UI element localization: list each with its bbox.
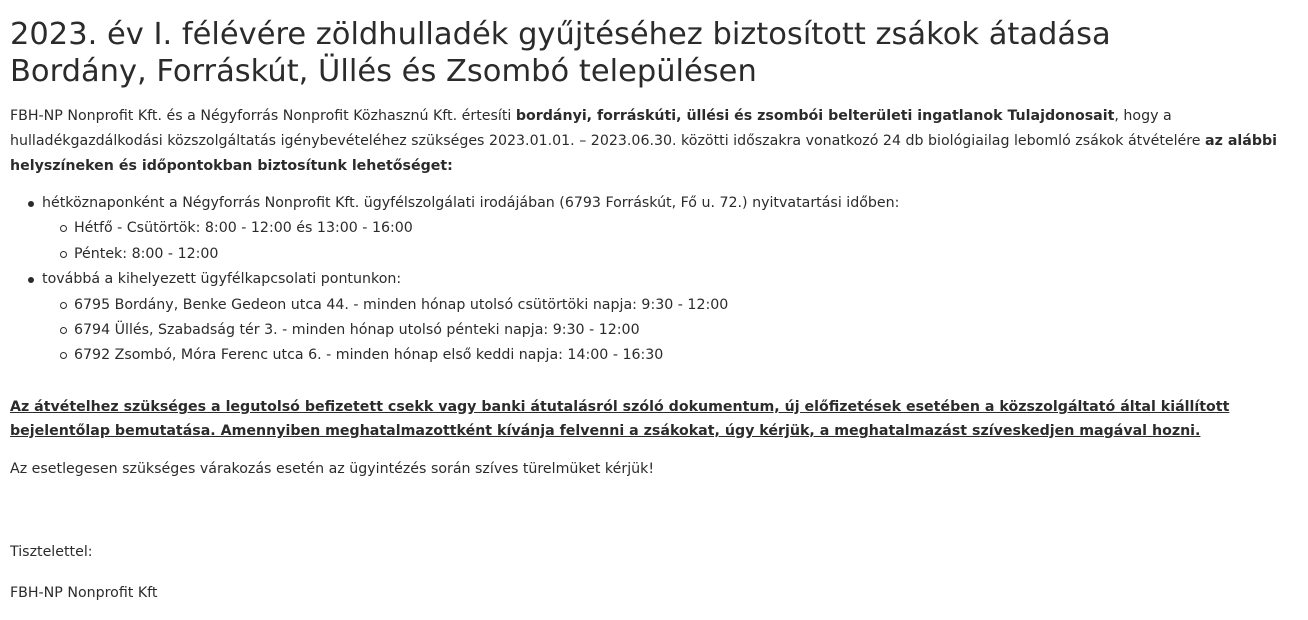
location-item-text: továbbá a kihelyezett ügyfélkapcsolati pontunkon: xyxy=(42,271,402,288)
contact-points-list xyxy=(42,293,1298,369)
intro-text-1: FBH-NP Nonprofit Kft. és a Négyforrás Nonprofit Közhasznú Kft. értesíti xyxy=(10,108,516,124)
location-item-office xyxy=(10,191,1298,267)
title-line-1: 2023. év I. félévére zöldhulladék gyűjtéséhez biztosított zsákok átadása xyxy=(10,17,1111,52)
contact-point-item: 6792 Zsombó, Móra Ferenc utca 6. - minden hónap első keddi napja: 14:00 - 16:30 xyxy=(42,343,1298,368)
office-hours-item: Péntek: 8:00 - 12:00 xyxy=(42,242,1298,267)
intro-bold-locations: az alábbi helyszíneken és időpontokban biztosítunk lehetőséget: xyxy=(10,133,1278,174)
location-list xyxy=(10,191,1298,369)
contact-point-item: 6795 Bordány, Benke Gedeon utca 44. - minden hónap utolsó csütörtöki napja: 9:30 - 12:00 xyxy=(42,293,1298,318)
intro-text-2: , hogy a hulladékgazdálkodási közszolgáltatás igénybevételéhez szükséges 2023.01.01. – 2023.06.30. közötti időszakra vonatkozó 24 db biológiailag lebomló zsákok átvételére xyxy=(10,108,1206,149)
contact-point-item: 6794 Üllés, Szabadság tér 3. - minden hónap utolsó pénteki napja: 9:30 - 12:00 xyxy=(42,318,1298,343)
page-title xyxy=(10,16,1298,90)
office-hours-item: Hétfő - Csütörtök: 8:00 - 12:00 és 13:00 - 16:00 xyxy=(42,216,1298,241)
signature: FBH-NP Nonprofit Kft xyxy=(10,584,158,601)
greeting: Tisztelettel: xyxy=(10,543,93,560)
patience-note: Az esetlegesen szükséges várakozás esetén az ügyintézés során szíves türelmüket kérjük! xyxy=(10,460,655,477)
intro-paragraph xyxy=(10,104,1298,179)
office-hours-list xyxy=(42,216,1298,267)
intro-bold-owners: bordányi, forráskúti, üllési és zsombói belterületi ingatlanok Tulajdonosait xyxy=(515,108,1115,124)
required-documents-notice: Az átvételhez szükséges a legutolsó befizetett csekk vagy banki átutalásról szóló dokumentum, új előfizetések esetében a közszolgáltató által kiállított bejelentőlap bemutatása. Amennyiben meghatalmazottként kívánja felvenni a zsákokat, úgy kérjük, a meghatalmazást szíveskedjen magával hozni. xyxy=(10,398,1230,439)
title-line-2: Bordány, Forráskút, Üllés és Zsombó településen xyxy=(10,54,757,89)
location-item-points xyxy=(10,267,1298,369)
location-item-text: hétköznaponként a Négyforrás Nonprofit Kft. ügyfélszolgálati irodájában (6793 Forráskút, Fő u. 72.) nyitvatartási időben: xyxy=(42,195,900,211)
